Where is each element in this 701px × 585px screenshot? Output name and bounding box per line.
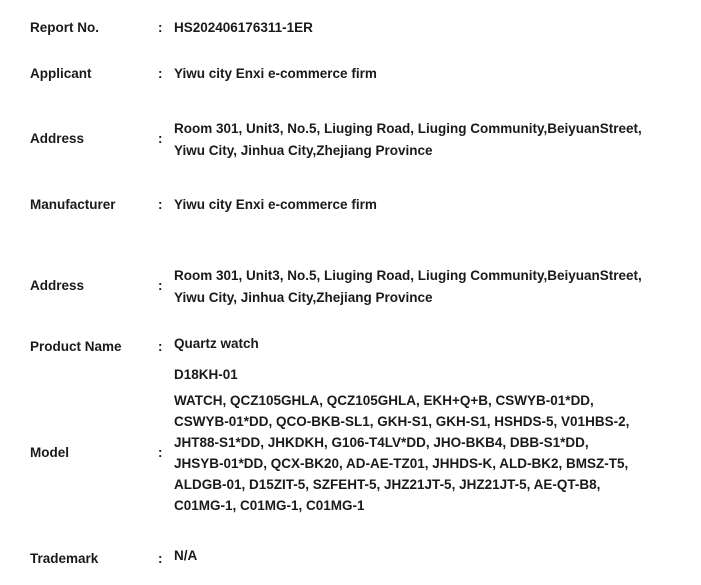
applicant-label: Applicant (30, 66, 92, 81)
report-no-value: HS202406176311-1ER (174, 20, 313, 35)
report-no-colon: : (158, 20, 163, 35)
applicant-address-colon: : (158, 131, 163, 146)
manufacturer-address-colon: : (158, 278, 163, 293)
product-name-label: Product Name (30, 339, 122, 354)
model-colon: : (158, 445, 163, 460)
product-name-value: Quartz watch (174, 336, 259, 351)
model-line-3: JHT88-S1*DD, JHKDKH, G106-T4LV*DD, JHO-BKB4, DBB-S1*DD, (174, 435, 589, 450)
applicant-colon: : (158, 66, 163, 81)
model-line-6: C01MG-1, C01MG-1, C01MG-1 (174, 498, 365, 513)
model-label: Model (30, 445, 69, 460)
model-list (174, 390, 689, 516)
manufacturer-address-label: Address (30, 278, 85, 293)
applicant-address-value (174, 118, 689, 162)
applicant-value: Yiwu city Enxi e-commerce firm (174, 66, 377, 81)
model-line-5: ALDGB-01, D15ZIT-5, SZFEHT-5, JHZ21JT-5, JHZ21JT-5, AE-QT-B8, (174, 477, 601, 492)
manufacturer-label: Manufacturer (30, 197, 116, 212)
model-line-2: CSWYB-01*DD, QCO-BKB-SL1, GKH-S1, GKH-S1, HSHDS-5, V01HBS-2, (174, 414, 630, 429)
applicant-address-line-1: Room 301, Unit3, No.5, Liuging Road, Liuging Community,BeiyuanStreet, (174, 121, 642, 136)
manufacturer-value: Yiwu city Enxi e-commerce firm (174, 197, 377, 212)
manufacturer-address-line-1: Room 301, Unit3, No.5, Liuging Road, Liuging Community,BeiyuanStreet, (174, 268, 642, 283)
applicant-address-label: Address (30, 131, 85, 146)
manufacturer-colon: : (158, 197, 163, 212)
manufacturer-address-value (174, 265, 689, 309)
model-value (174, 364, 689, 516)
model-line-1: WATCH, QCZ105GHLA, QCZ105GHLA, EKH+Q+B, CSWYB-01*DD, (174, 393, 594, 408)
model-first-line: D18KH-01 (174, 367, 238, 382)
manufacturer-address-line-2: Yiwu City, Jinhua City,Zhejiang Province (174, 290, 433, 305)
trademark-value: N/A (174, 548, 198, 563)
applicant-address-line-2: Yiwu City, Jinhua City,Zhejiang Province (174, 143, 433, 158)
trademark-colon: : (158, 551, 163, 566)
model-line-4: JHSYB-01*DD, QCX-BK20, AD-AE-TZ01, JHHDS-K, ALD-BK2, BMSZ-T5, (174, 456, 629, 471)
trademark-label: Trademark (30, 551, 99, 566)
product-name-colon: : (158, 339, 163, 354)
report-no-label: Report No. (30, 20, 99, 35)
